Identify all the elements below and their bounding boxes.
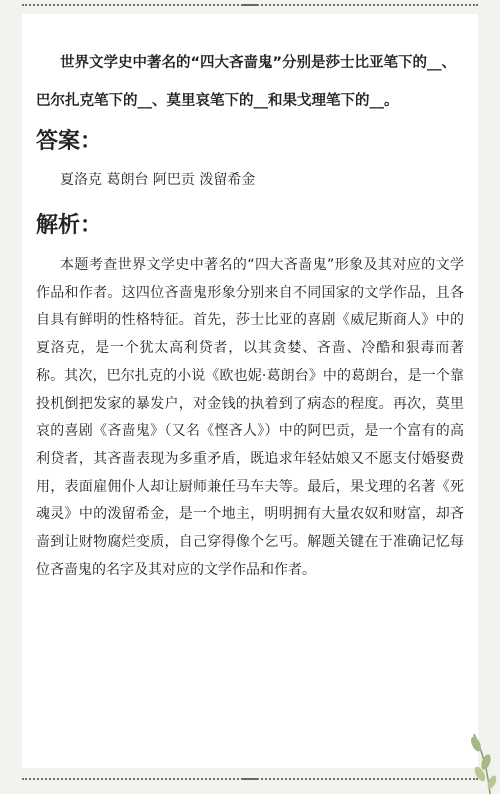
- top-border-mark: [243, 4, 257, 6]
- answer-text: 夏洛克 葛朗台 阿巴贡 泼留希金: [60, 172, 256, 188]
- leaf-decoration-icon: [460, 704, 500, 794]
- answer-heading: 答案：: [36, 129, 103, 154]
- analysis-text: 本题考查世界文学史中著名的“四大吝啬鬼”形象及其对应的文学作品和作者。这四位吝啬鬼形象分别来自不同国家的文学作品，且各自具有鲜明的性格特征。首先，莎士比亚的喜剧《威尼斯商人》中的夏洛克，是一个犹太高利贷者，以其贪婪、吝啬、冷酷和狠毒而著称。其次，巴尔扎克的小说《欧也妮·葛朗台》中的葛朗台，是一个靠投机倒把发家的暴发户，对金钱的执着到了病态的程度。再次，莫里哀的喜剧《吝啬鬼》（又名《悭吝人》）中的阿巴贡，是一个富有的高利贷者，其吝啬表现为多重矛盾，既追求年轻姑娘又不愿支付婚娶费用，表面雇佣仆人却让厨师兼任马车夫等。最后，果戈理的名著《死魂灵》中的泼留希金，是一个地主，明明拥有大量农奴和财富，却吝啬到让财物腐烂变质，自己穿得像个乞丐。解题关键在于准确记忆每位吝啬鬼的名字及其对应的文学作品和作者。: [36, 257, 464, 578]
- question-text: 世界文学史中著名的“四大吝啬鬼”分别是莎士比亚笔下的__、巴尔扎克笔下的__、莫里哀笔下的__和果戈理笔下的__。: [36, 55, 457, 109]
- bottom-border-mark: [243, 778, 257, 780]
- analysis-heading: 解析：: [36, 213, 103, 238]
